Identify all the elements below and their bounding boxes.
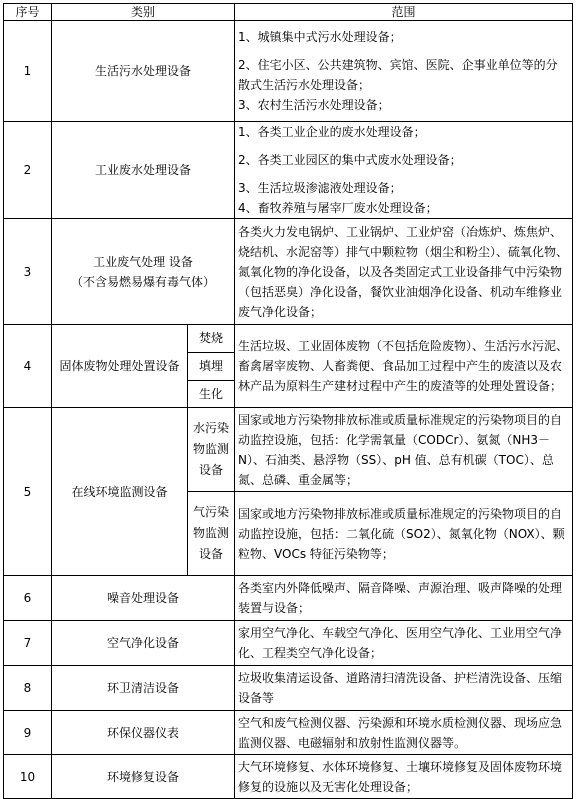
row-scope: 生活垃圾、工业固体废物（不包括危险废物）、生活污水污泥、畜禽屠宰废物、人畜粪便、食品加工过程中产生的废渣以及农林产品为原料生产建材过程中产生的废渣等的处理处置设备； bbox=[235, 325, 573, 408]
row-number: 3 bbox=[4, 219, 52, 325]
row-category bbox=[52, 219, 235, 325]
row-number: 7 bbox=[4, 621, 52, 666]
table-row bbox=[4, 325, 573, 353]
table-header-row bbox=[4, 4, 573, 21]
scope-line: 3、农村生活污水处理设备； bbox=[238, 98, 390, 112]
row-scope: 各类室内外降低噪声、隔音降噪、声源治理、吸声降噪的处理装置与设备； bbox=[235, 576, 573, 621]
row-scope bbox=[235, 122, 573, 219]
row-category: 噪音处理设备 bbox=[52, 576, 235, 621]
category-line: 工业废气处理 设备 bbox=[93, 254, 193, 269]
table-row bbox=[4, 576, 573, 621]
row-category: 固体废物处理处置设备 bbox=[52, 325, 188, 408]
scope-table bbox=[3, 3, 573, 799]
row-number: 6 bbox=[4, 576, 52, 621]
scope-line: 2、住宅小区、公共建筑物、宾馆、医院、企事业单位等的分散式生活污水处理设备； bbox=[238, 58, 558, 92]
row-scope: 家用空气净化、车载空气净化、医用空气净化、工业用空气净化、工程类空气净化设备； bbox=[235, 621, 573, 666]
subcategory-air-monitoring: 气污染物监测设备 bbox=[188, 492, 235, 576]
row-category: 生活污水处理设备 bbox=[52, 21, 235, 122]
row-scope: 大气环境修复、水体环境修复、土壤环境修复及固体废物环境修复的设施以及无害化处理设备； bbox=[235, 755, 573, 799]
row-number: 8 bbox=[4, 666, 52, 711]
row-scope: 垃圾收集清运设备、道路清扫清洗设备、护栏清洗设备、压缩设备等 bbox=[235, 666, 573, 711]
row-scope: 国家或地方污染物排放标准或质量标准规定的污染物项目的自动监控设施，包括：二氧化硫（SO2）、氮氧化物（NOX）、颗粒物、VOCs 特征污染物等； bbox=[235, 492, 573, 576]
row-category: 工业废水处理设备 bbox=[52, 122, 235, 219]
scope-line: 4、畜牧养殖与屠宰厂废水处理设备； bbox=[238, 201, 438, 215]
header-scope: 范围 bbox=[235, 4, 573, 21]
row-scope: 各类火力发电锅炉、工业锅炉、工业炉窑（冶炼炉、炼焦炉、烧结机、水泥窑等）排气中颗粒物（烟尘和粉尘）、硫氧化物、氮氧化物的净化设备，以及各类固定式工业设备排气中污染物（包括恶臭）净化设备，餐饮业油烟净化设备、机动车维修业废气净化设备； bbox=[235, 219, 573, 325]
subcategory-incineration: 焚烧 bbox=[188, 325, 235, 353]
row-category: 环卫清洁设备 bbox=[52, 666, 235, 711]
scope-line: 1、城镇集中式污水处理设备； bbox=[238, 30, 402, 44]
row-category: 环境修复设备 bbox=[52, 755, 235, 799]
table-row bbox=[4, 755, 573, 799]
row-scope bbox=[235, 21, 573, 122]
row-category: 在线环境监测设备 bbox=[52, 408, 188, 576]
scope-line: 1、各类工业企业的废水处理设备； bbox=[238, 125, 426, 139]
table-row bbox=[4, 122, 573, 219]
subcategory-biochemical: 生化 bbox=[188, 381, 235, 408]
subcategory-water-monitoring: 水污染物监测设备 bbox=[188, 408, 235, 492]
header-type: 类别 bbox=[52, 4, 235, 21]
row-category: 环保仪器仪表 bbox=[52, 711, 235, 755]
scope-line: 2、各类工业园区的集中式废水处理设备； bbox=[238, 153, 462, 167]
header-no: 序号 bbox=[4, 4, 52, 21]
row-category: 空气净化设备 bbox=[52, 621, 235, 666]
category-note: （不含易燃易爆有毒气体） bbox=[71, 274, 216, 289]
subcategory-landfill: 填埋 bbox=[188, 353, 235, 381]
table-row bbox=[4, 621, 573, 666]
table-row bbox=[4, 219, 573, 325]
scope-line: 3、生活垃圾渗滤液处理设备； bbox=[238, 181, 402, 195]
table-row bbox=[4, 21, 573, 122]
table-row bbox=[4, 711, 573, 755]
row-number: 5 bbox=[4, 408, 52, 576]
row-number: 4 bbox=[4, 325, 52, 408]
row-number: 10 bbox=[4, 755, 52, 799]
row-scope: 空气和废气检测仪器、污染源和环境水质检测仪器、现场应急监测仪器、电磁辐射和放射性监测仪器等。 bbox=[235, 711, 573, 755]
table-row bbox=[4, 666, 573, 711]
row-number: 2 bbox=[4, 122, 52, 219]
table-row bbox=[4, 408, 573, 492]
row-scope: 国家或地方污染物排放标准或质量标准规定的污染物项目的自动监控设施，包括：化学需氧量（CODCr）、氨氮（NH3－N）、石油类、悬浮物（SS）、pH 值、总有机碳（TOC）、总氮、总磷、重金属等； bbox=[235, 408, 573, 492]
row-number: 1 bbox=[4, 21, 52, 122]
row-number: 9 bbox=[4, 711, 52, 755]
